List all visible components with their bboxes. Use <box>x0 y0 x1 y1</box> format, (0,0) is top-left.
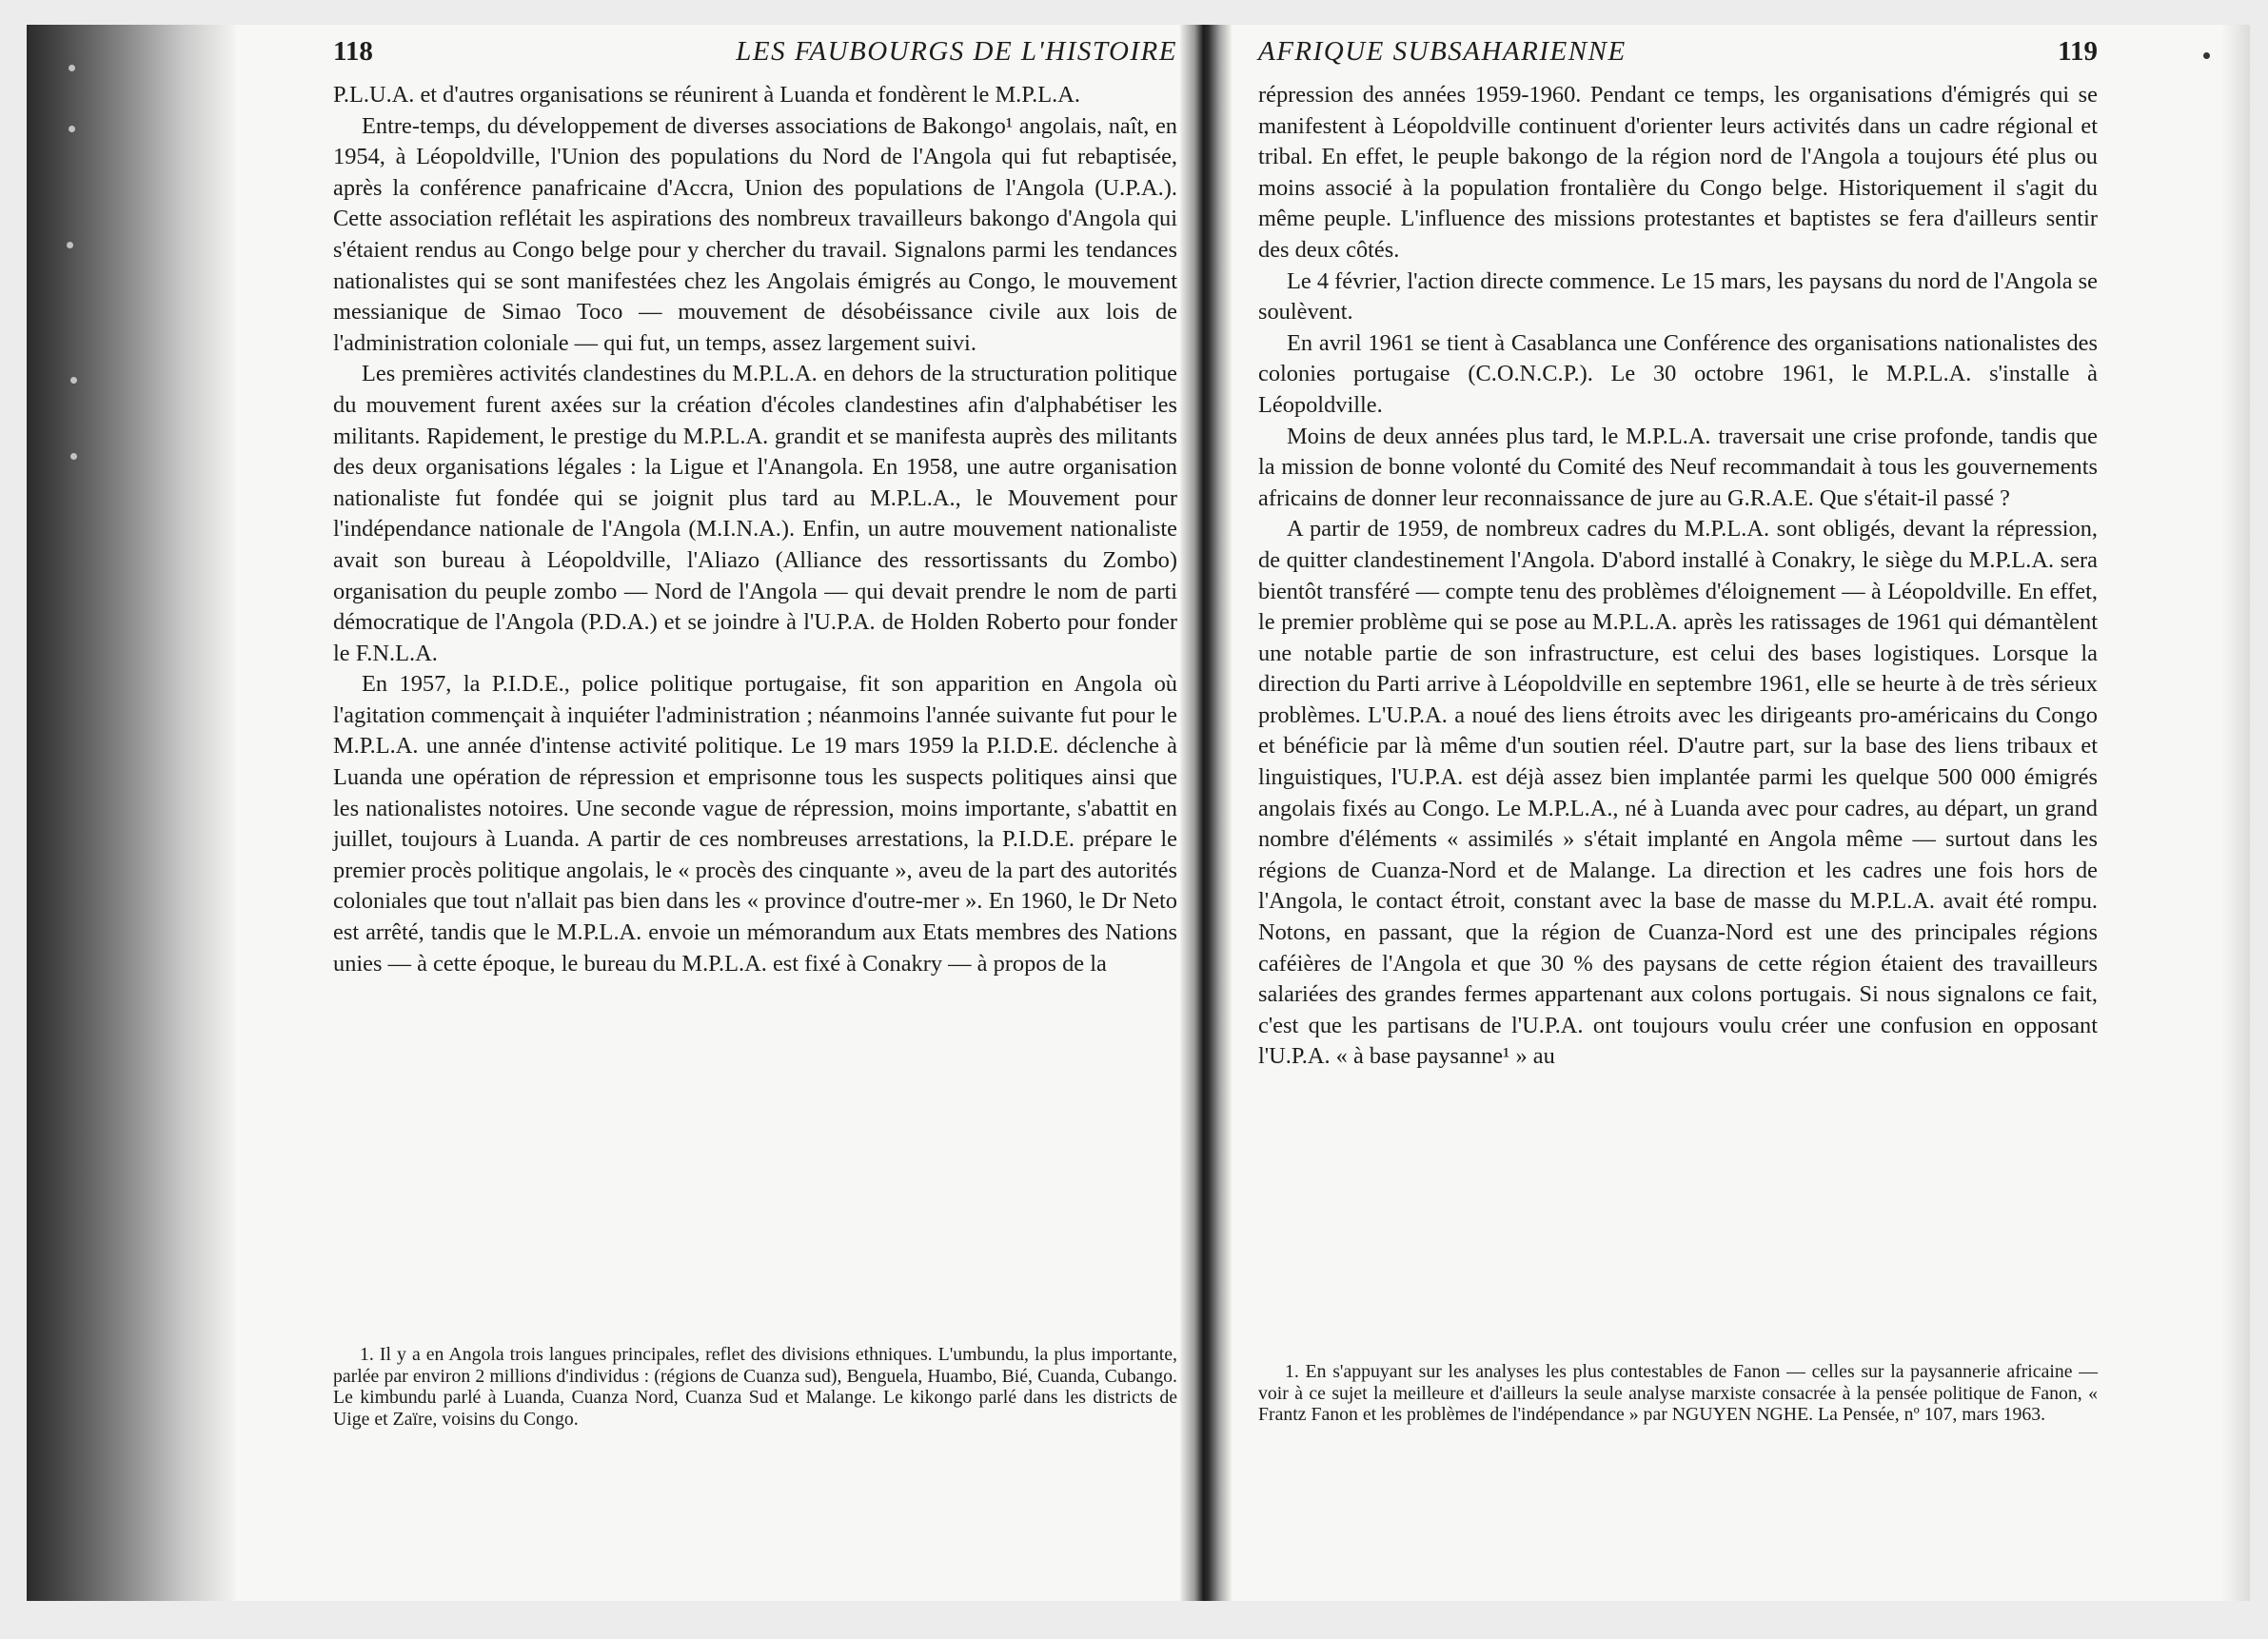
scanned-book-spread <box>27 25 2250 1601</box>
paragraph: Moins de deux années plus tard, le M.P.L.A. traversait une crise profonde, tandis que la mission de bonne volonté du Comité des Neuf recommandait à tous les gouvernements africains de donner leur reconnaissance de jure au G.R.A.E. Que s'était-il passé ? <box>1258 423 2098 511</box>
footnote <box>333 1344 1177 1430</box>
scan-edge-shadow <box>27 25 236 1601</box>
scan-right-edge <box>2221 25 2250 1601</box>
running-head: AFRIQUE SUBSAHARIENNE <box>1258 36 1627 67</box>
binder-hole-mark <box>70 453 77 460</box>
paragraph: Le 4 février, l'action directe commence. Le 15 mars, les paysans du nord de l'Angola se soulèvent. <box>1258 267 2098 326</box>
body-text <box>1258 80 2098 1073</box>
paragraph: En 1957, la P.I.D.E., police politique portugaise, fit son apparition en Angola où l'agitation commençait à inquiéter l'administration ; néanmoins l'année suivante fut pour le M.P.L.A. une année d'intense activité politique. Le 19 mars 1959 la P.I.D.E. déclenche à Luanda une opération de répression et emprisonne tous les suspects politiques ainsi que les nationalistes notoires. Une seconde vague de répression, moins importante, s'abattit en juillet, toujours à Luanda. A partir de ces nombreuses arrestations, la P.I.D.E. prépare le premier procès politique angolais, le « procès des cinquante », aveu de la part des autorités coloniales que tout n'allait pas bien dans les « province d'outre-mer ». En 1960, le Dr Neto est arrêté, tandis que le M.P.L.A. envoie un mémorandum aux Etats membres des Nations unies — à cette époque, le bureau du M.P.L.A. est fixé à Conakry — à propos de la <box>333 671 1177 977</box>
paragraph: En avril 1961 se tient à Casablanca une Conférence des organisations nationalistes des colonies portugaise (C.O.N.C.P.). Le 30 octobre 1961, le M.P.L.A. s'installe à Léopoldville. <box>1258 329 2098 418</box>
binder-hole-mark <box>67 242 73 248</box>
book-gutter <box>1180 25 1232 1601</box>
binder-hole-mark <box>70 377 77 384</box>
page-header <box>1258 36 2098 72</box>
binder-hole-mark <box>69 65 75 71</box>
page-number: 119 <box>2058 36 2098 67</box>
paragraph: Les premières activités clandestines du M.P.L.A. en dehors de la structuration politique du mouvement furent axées sur la création d'écoles clandestines afin d'alphabétiser les militants. Rapidement, le prestige du M.P.L.A. grandit et se manifesta auprès des militants des deux organisations légales : la Ligue et l'Anangola. En 1958, une autre organisation nationaliste fut fondée qui se joignit plus tard au M.P.L.A., le Mouvement pour l'indépendance nationale de l'Angola (M.I.N.A.). Enfin, un autre mouvement nationaliste avait son bureau à Léopoldville, l'Aliazo (Alliance des ressortissants du Zombo) organisation du peuple zombo — Nord de l'Angola — qui devait prendre le nom de parti démocratique de l'Angola (P.D.A.) et se joindre à l'U.P.A. de Holden Roberto pour fonder le F.N.L.A. <box>333 361 1177 666</box>
body-text <box>333 80 1177 979</box>
paragraph: P.L.U.A. et d'autres organisations se réunirent à Luanda et fondèrent le M.P.L.A. <box>333 82 1080 108</box>
page-header <box>333 36 1177 72</box>
paragraph: A partir de 1959, de nombreux cadres du M.P.L.A. sont obligés, devant la répression, de quitter clandestinement l'Angola. D'abord installé à Conakry, le siège du M.P.L.A. sera bientôt transféré — compte tenu des problèmes d'éloignement — à Léopoldville. En effet, le premier problème qui se pose au M.P.L.A. après les ratissages de 1961 qui démantèlent une notable partie de son infrastructure, est celui des bases logistiques. Lorsque la direction du Parti arrive à Léopoldville en septembre 1961, elle se heurte à de très sérieux problèmes. L'U.P.A. a noué des liens étroits avec les dirigeants pro-américains du Congo et bénéficie par là même d'un soutien réel. D'autre part, sur la base des liens tribaux et linguistiques, l'U.P.A. est déjà assez bien implantée parmi les quelque 500 000 émigrés angolais fixés au Congo. Le M.P.L.A., né à Luanda avec pour cadres, au départ, un grand nombre d'éléments « assimilés » s'était implanté en Angola même — surtout dans les régions de Cuanza-Nord et de Malange. La direction et les cadres une fois hors de l'Angola, le contact étroit, constant avec la base de masse du M.P.L.A. avait été rompu. Notons, en passant, que la région de Cuanza-Nord est une des principales régions caféières de l'Angola et que 30 % des paysans de cette région étaient des travailleurs salariées des grandes fermes appartenant aux colons portugais. Si nous signalons ce fait, c'est que les partisans de l'U.P.A. ont toujours voulu créer une confusion en opposant l'U.P.A. « à base paysanne¹ » au <box>1258 516 2098 1070</box>
paragraph: Entre-temps, du développement de diverses associations de Bakongo¹ angolais, naît, en 1954, à Léopoldville, l'Union des populations du Nord de l'Angola qui fut rebaptisée, après la conférence panafricaine d'Accra, Union des populations de l'Angola (U.P.A.). Cette association reflétait les aspirations des nombreux travailleurs bakongo d'Angola qui s'étaient rendus au Congo belge pour y chercher du travail. Signalons parmi les tendances nationalistes qui se sont manifestées chez les Angolais émigrés au Congo, le mouvement messianique de Simao Toco — mouvement de désobéissance civile aux lois de l'administration coloniale — qui fut, un temps, assez largement suivi. <box>333 112 1177 356</box>
footnote <box>1258 1361 2098 1426</box>
running-head: LES FAUBOURGS DE L'HISTOIRE <box>736 36 1177 67</box>
binder-hole-mark <box>69 126 75 132</box>
footnote-text: 1. En s'appuyant sur les analyses les plus contestables de Fanon — celles sur la paysannerie africaine — voir à ce sujet la meilleure et d'ailleurs la seule analyse marxiste consacrée à la pensée politique de Fanon, « Frantz Fanon et les problèmes de l'indépendance » par NGUYEN NGHE. La Pensée, nº 107, mars 1963. <box>1258 1361 2098 1426</box>
speck-mark <box>2203 52 2210 59</box>
paragraph: répression des années 1959-1960. Pendant ce temps, les organisations d'émigrés qui se manifestent à Léopoldville continuent d'orienter leurs activités dans un cadre régional et tribal. En effet, le peuple bakongo de la région nord de l'Angola a toujours été plus ou moins associé à la population frontalière du Congo belge. Historiquement il s'agit du même peuple. L'influence des missions protestantes et baptistes se fera d'ailleurs sentir des deux côtés. <box>1258 82 2098 263</box>
page-number: 118 <box>333 36 373 67</box>
footnote-text: 1. Il y a en Angola trois langues principales, reflet des divisions ethniques. L'umbundu, la plus importante, parlée par environ 2 millions d'individus : (régions de Cuanza sud), Benguela, Huambo, Bié, Cuanda, Cubango. Le kimbundu parlé à Luanda, Cuanza Nord, Cuanza Sud et Malange. Le kikongo parlé dans les districts de Uige et Zaïre, voisins du Congo. <box>333 1344 1177 1430</box>
